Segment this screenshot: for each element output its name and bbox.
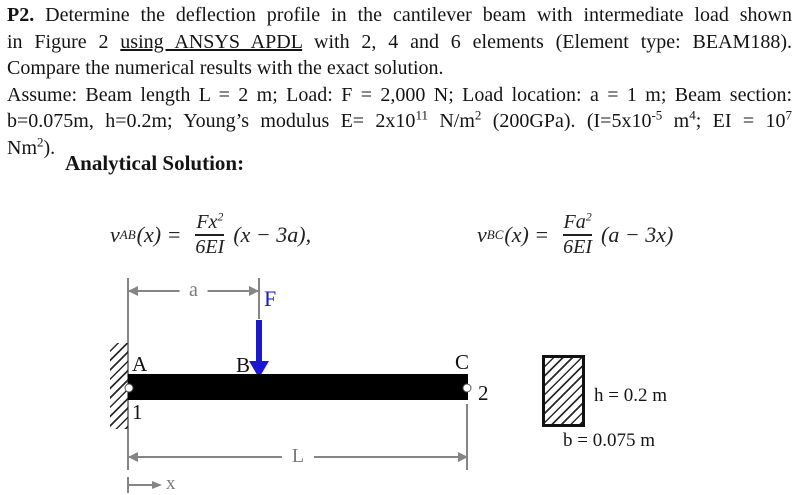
problem-text-line: Compare the numerical results with the exact solution.: [7, 57, 444, 79]
force-label: F: [264, 286, 277, 311]
dimension-a-label: a: [179, 279, 208, 302]
arrow-right-icon: [458, 452, 468, 462]
dimension-a: [128, 279, 259, 302]
x-axis-label: x: [166, 473, 176, 494]
problem-text-line: in Figure 2 using ANSYS APDL with 2, 4 and 6 elements (Element type: BEAM188).: [7, 30, 792, 53]
problem-text-line: Nm$^2$).: [7, 133, 56, 159]
problem-text-line: P2. Determine the deflection profile in the cantilever beam with intermediate load shown: [7, 4, 792, 26]
fraction: $\frac{Fx^2}{6EI}$: [195, 209, 225, 258]
formula-subscript: BC: [486, 227, 504, 242]
point-b-label: B: [236, 353, 251, 377]
formula-rhs: (a − 3x): [601, 222, 674, 247]
node-marker-1: [125, 384, 134, 393]
formula-variable: v: [110, 222, 120, 247]
dimension-l: [128, 445, 468, 468]
node-1-label: 1: [132, 400, 143, 424]
point-a-label: A: [132, 352, 148, 376]
dimension-l-label: L: [282, 445, 314, 468]
section-height-label: h = 0.2 m: [594, 385, 667, 406]
formula-subscript: AB: [119, 227, 136, 242]
formula-rhs: (x − 3a),: [233, 222, 312, 247]
underlined-text: using ANSYS APDL: [120, 30, 303, 53]
formula-vab: v AB (x) = $\frac{Fx^2}{6EI}$ (x − 3a),: [110, 209, 312, 258]
cross-section-rect: [542, 355, 585, 427]
node-marker-2: [463, 384, 472, 393]
arrow-left-icon: [128, 286, 138, 296]
x-axis-arrow-icon: [152, 481, 162, 489]
analytical-solution-heading: Analytical Solution:: [65, 151, 245, 175]
force-arrow-shaft: [256, 320, 262, 362]
fraction: $\frac{Fa^2}{6EI}$: [563, 209, 593, 258]
formula-vbc: v BC (x) = $\frac{Fa^2}{6EI}$ (a − 3x): [477, 209, 674, 258]
problem-text-line: Assume: Beam length L = 2 m; Load: F = 2,000 N; Load location: a = 1 m; Beam section:: [7, 83, 792, 106]
problem-text-line: b=0.075m, h=0.2m; Young’s modulus $E= 2x10^{11}$ $N/m^2$ (200GPa). ($I=5x10^{-5}$ $m^4$; EI = $10^7$: [7, 107, 793, 132]
node-2-label: 2: [478, 381, 489, 405]
point-c-label: C: [455, 350, 470, 374]
arrow-left-icon: [128, 452, 138, 462]
problem-number: P2.: [7, 4, 35, 26]
beam-body: [128, 374, 468, 400]
formula-variable: v: [477, 222, 487, 247]
section-width-label: b = 0.075 m: [563, 430, 655, 451]
arrow-right-icon: [249, 286, 259, 296]
